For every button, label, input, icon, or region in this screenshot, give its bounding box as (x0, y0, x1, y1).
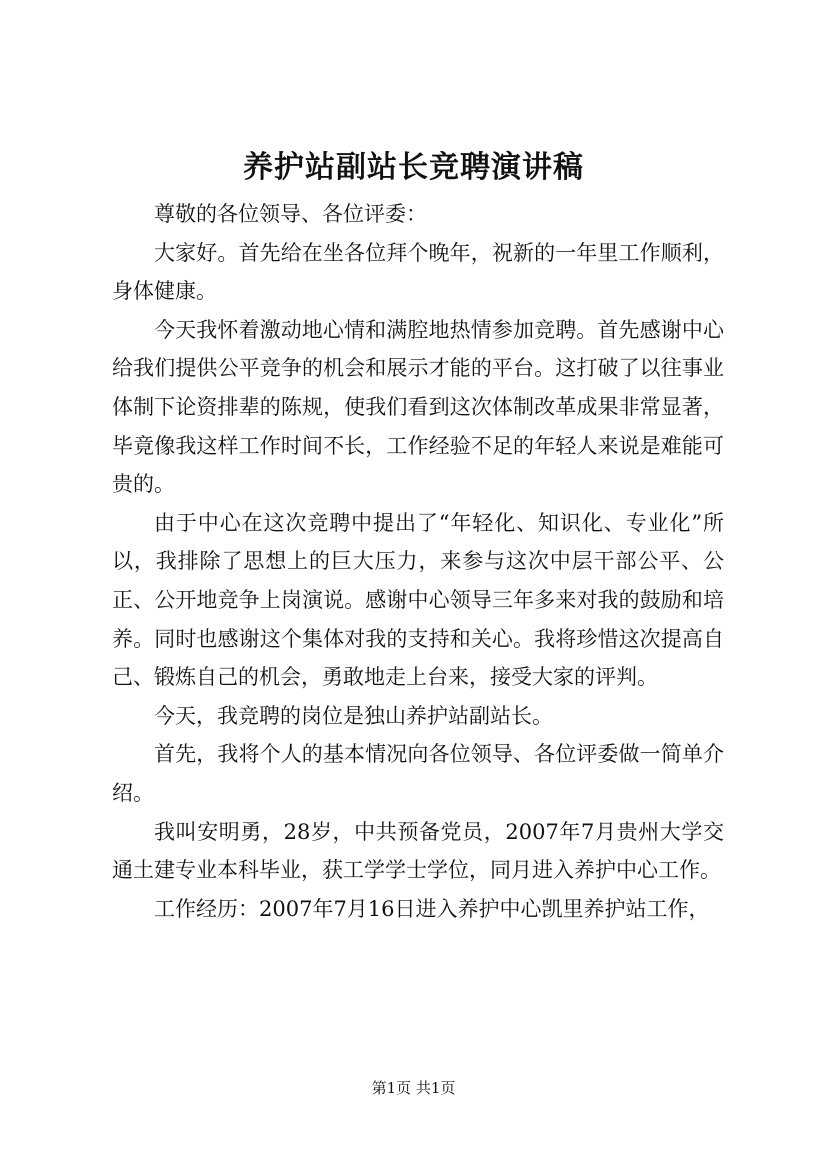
paragraph-work-history: 工作经历：2007年7月16日进入养护中心凯里养护站工作， (154, 896, 710, 921)
paragraph-position: 今天，我竞聘的岗位是独山养护站副站长。 (154, 703, 553, 728)
page-footer: 第1页 共1页 (371, 1079, 456, 1097)
paragraph-intro: 首先，我将个人的基本情况向各位领导、各位评委做一简单介绍。 (112, 742, 724, 805)
document-title: 养护站副站长竞聘演讲稿 (243, 150, 584, 185)
document-body (112, 195, 724, 928)
paragraph-thanks: 今天我怀着激动地心情和满腔地热情参加竞聘。首先感谢中心给我们提供公平竞争的机会和展示才能的平台。这打破了以往事业体制下论资排辈的陈规，使我们看到这次体制改革成果非常显著，毕竟像我这样工作时间不长，工作经验不足的年轻人来说是难能可贵的。 (112, 317, 724, 497)
paragraph-salutation: 尊敬的各位领导、各位评委： (154, 202, 427, 226)
paragraph-motivation: 由于中心在这次竞聘中提出了“年轻化、知识化、专业化”所以，我排除了思想上的巨大压力，来参与这次中层干部公平、公正、公开地竞争上岗演说。感谢中心领导三年多来对我的鼓励和培养。同时也感谢这个集体对我的支持和关心。我将珍惜这次提高自己、锻炼自己的机会，勇敢地走上台来，接受大家的评判。 (112, 510, 724, 690)
paragraph-personal-info: 我叫安明勇，28岁，中共预备党员，2007年7月贵州大学交通土建专业本科毕业，获工学学士学位，同月进入养护中心工作。 (112, 819, 724, 883)
paragraph-greeting: 大家好。首先给在坐各位拜个晚年，祝新的一年里工作顺利，身体健康。 (112, 240, 724, 304)
